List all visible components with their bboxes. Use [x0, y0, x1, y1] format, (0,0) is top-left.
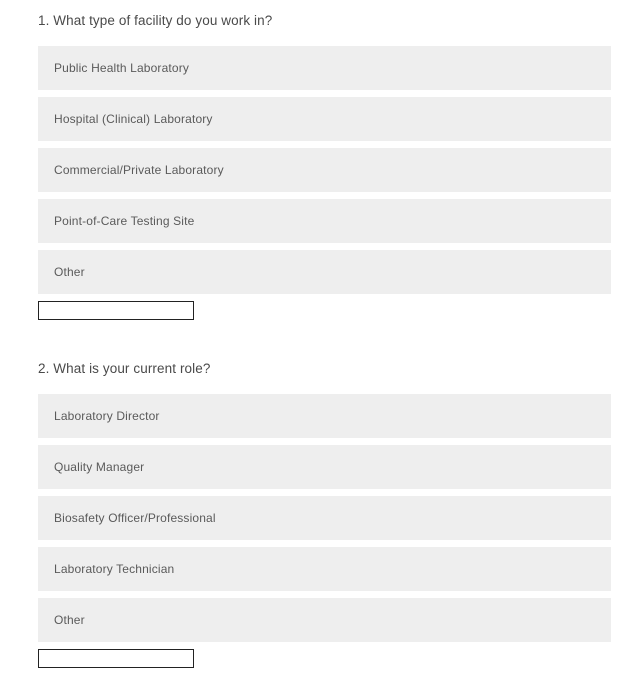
question-block-2 [38, 348, 611, 668]
question-title-2: 2. What is your current role? [38, 361, 211, 376]
option-row[interactable]: Point-of-Care Testing Site [38, 199, 611, 243]
option-row[interactable]: Public Health Laboratory [38, 46, 611, 90]
option-row[interactable]: Other [38, 250, 611, 294]
other-text-input-1[interactable] [38, 301, 194, 320]
question-block-1 [38, 0, 611, 320]
section-spacer [38, 326, 611, 348]
option-row[interactable]: Laboratory Technician [38, 547, 611, 591]
other-text-input-2[interactable] [38, 649, 194, 668]
option-row[interactable]: Other [38, 598, 611, 642]
option-row[interactable]: Hospital (Clinical) Laboratory [38, 97, 611, 141]
option-row[interactable]: Biosafety Officer/Professional [38, 496, 611, 540]
options-list-1 [38, 46, 611, 294]
option-row[interactable]: Quality Manager [38, 445, 611, 489]
option-row[interactable]: Laboratory Director [38, 394, 611, 438]
question-title-1: 1. What type of facility do you work in? [38, 13, 273, 28]
option-row[interactable]: Commercial/Private Laboratory [38, 148, 611, 192]
options-list-2 [38, 394, 611, 642]
